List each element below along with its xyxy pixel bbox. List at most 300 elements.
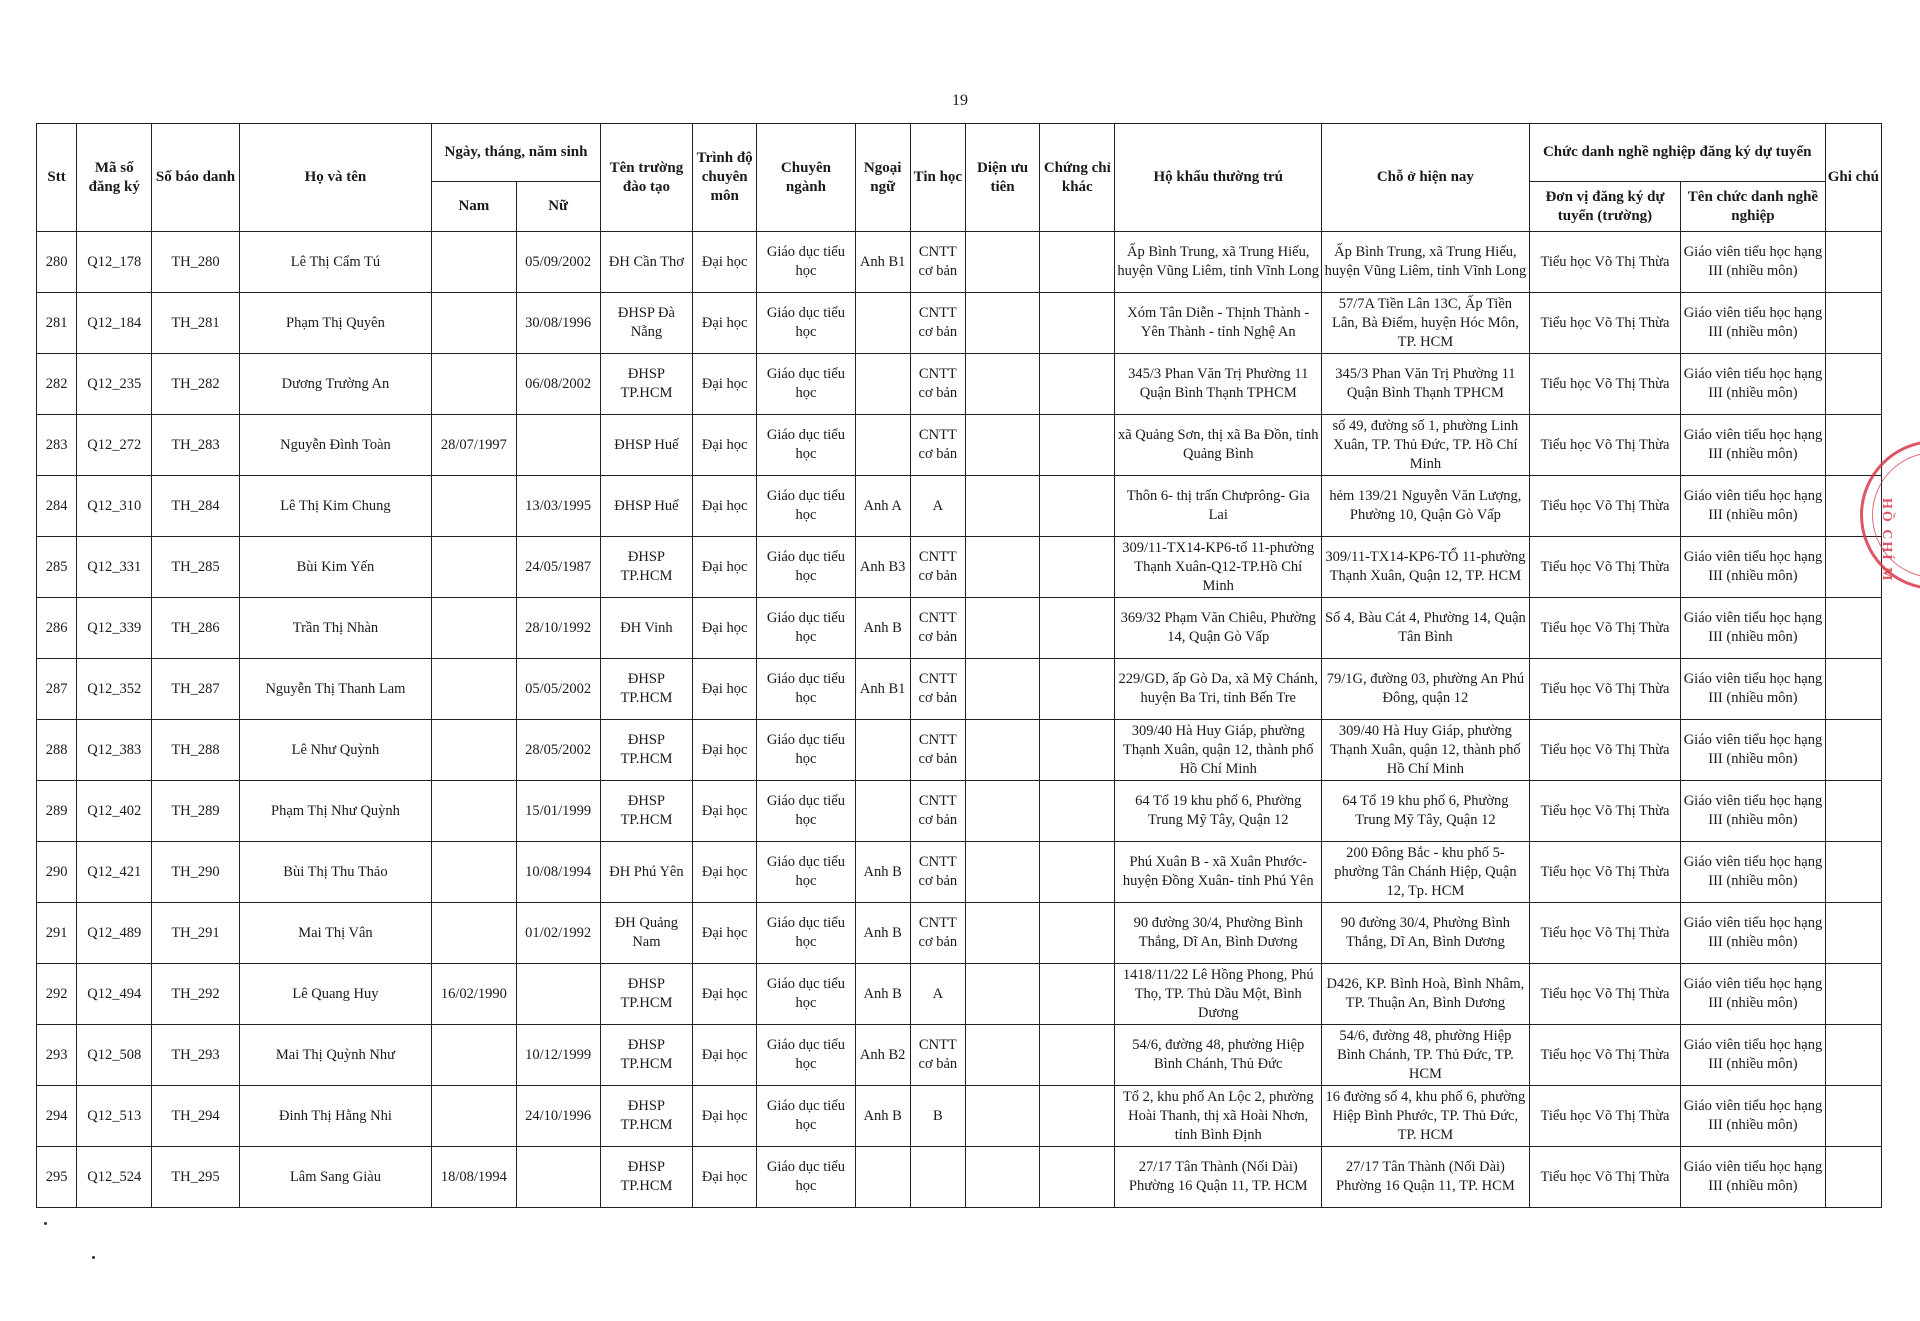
cell-chuc-danh: Giáo viên tiểu học hạng III (nhiều môn) (1681, 903, 1825, 964)
table-row (37, 476, 1882, 537)
cell-chuc-danh: Giáo viên tiểu học hạng III (nhiều môn) (1681, 476, 1825, 537)
cell-nu: 30/08/1996 (516, 293, 600, 354)
cell-truong: ĐHSP TP.HCM (600, 720, 692, 781)
cell-ghi-chu (1825, 415, 1881, 476)
cell-tin-hoc: CNTT cơ bản (910, 415, 965, 476)
cell-trinh-do: Đại học (693, 476, 757, 537)
cell-ngoai-ngu (855, 1147, 910, 1208)
cell-trinh-do: Đại học (693, 537, 757, 598)
cell-ho-khau: xã Quảng Sơn, thị xã Ba Đồn, tỉnh Quảng Bình (1115, 415, 1322, 476)
cell-chuc-danh: Giáo viên tiểu học hạng III (nhiều môn) (1681, 354, 1825, 415)
cell-dien-uu-tien (965, 720, 1039, 781)
cell-ngoai-ngu: Anh B1 (855, 659, 910, 720)
cell-stt: 281 (37, 293, 77, 354)
cell-cho-o: 200 Đông Bắc - khu phố 5- phường Tân Chánh Hiệp, Quận 12, Tp. HCM (1322, 842, 1530, 903)
cell-nu: 06/08/2002 (516, 354, 600, 415)
table-row (37, 1147, 1882, 1208)
cell-nu (516, 1147, 600, 1208)
cell-nam (432, 781, 516, 842)
cell-chuc-danh: Giáo viên tiểu học hạng III (nhiều môn) (1681, 1025, 1825, 1086)
cell-ngoai-ngu: Anh B (855, 842, 910, 903)
cell-chuc-danh: Giáo viên tiểu học hạng III (nhiều môn) (1681, 720, 1825, 781)
table-row (37, 720, 1882, 781)
cell-ngoai-ngu: Anh B (855, 903, 910, 964)
cell-don-vi: Tiểu học Võ Thị Thừa (1529, 1025, 1680, 1086)
cell-nam: 28/07/1997 (432, 415, 516, 476)
cell-truong: ĐH Phú Yên (600, 842, 692, 903)
cell-don-vi: Tiểu học Võ Thị Thừa (1529, 1086, 1680, 1147)
cell-ma-so: Q12_421 (77, 842, 152, 903)
cell-chuyen-nganh: Giáo dục tiểu học (757, 964, 855, 1025)
cell-trinh-do: Đại học (693, 720, 757, 781)
cell-tin-hoc: CNTT cơ bản (910, 1025, 965, 1086)
cell-dien-uu-tien (965, 598, 1039, 659)
cell-trinh-do: Đại học (693, 293, 757, 354)
table-row (37, 598, 1882, 659)
cell-ghi-chu (1825, 598, 1881, 659)
cell-ho-khau: 1418/11/22 Lê Hồng Phong, Phú Thọ, TP. Thủ Dầu Một, Bình Dương (1115, 964, 1322, 1025)
cell-ho-khau: Tổ 2, khu phố An Lộc 2, phường Hoài Thanh, thị xã Hoài Nhơn, tỉnh Bình Định (1115, 1086, 1322, 1147)
cell-don-vi: Tiểu học Võ Thị Thừa (1529, 720, 1680, 781)
cell-tin-hoc: CNTT cơ bản (910, 781, 965, 842)
cell-chuc-danh: Giáo viên tiểu học hạng III (nhiều môn) (1681, 598, 1825, 659)
cell-ho-khau: Xóm Tân Diễn - Thịnh Thành - Yên Thành - tỉnh Nghệ An (1115, 293, 1322, 354)
col-header-don-vi: Đơn vị đăng ký dự tuyển (trường) (1529, 182, 1680, 232)
cell-chuyen-nganh: Giáo dục tiểu học (757, 598, 855, 659)
table-row (37, 842, 1882, 903)
cell-ho-ten: Dương Trường An (239, 354, 432, 415)
cell-trinh-do: Đại học (693, 903, 757, 964)
cell-chung-chi (1040, 964, 1115, 1025)
cell-nu: 15/01/1999 (516, 781, 600, 842)
cell-ghi-chu (1825, 781, 1881, 842)
cell-don-vi: Tiểu học Võ Thị Thừa (1529, 903, 1680, 964)
scan-speck (92, 1256, 95, 1259)
cell-nam: 18/08/1994 (432, 1147, 516, 1208)
table-row (37, 537, 1882, 598)
cell-nu: 13/03/1995 (516, 476, 600, 537)
cell-dien-uu-tien (965, 781, 1039, 842)
cell-chuc-danh: Giáo viên tiểu học hạng III (nhiều môn) (1681, 537, 1825, 598)
table-row (37, 415, 1882, 476)
cell-chung-chi (1040, 232, 1115, 293)
cell-nu: 24/10/1996 (516, 1086, 600, 1147)
cell-ngoai-ngu: Anh B (855, 1086, 910, 1147)
cell-ma-so: Q12_178 (77, 232, 152, 293)
cell-ma-so: Q12_402 (77, 781, 152, 842)
col-header-chuyen-nganh: Chuyên ngành (757, 124, 855, 232)
cell-dien-uu-tien (965, 1086, 1039, 1147)
col-header-ten-chuc-danh: Tên chức danh nghề nghiệp (1681, 182, 1825, 232)
cell-chung-chi (1040, 1025, 1115, 1086)
cell-nam (432, 232, 516, 293)
cell-chuc-danh: Giáo viên tiểu học hạng III (nhiều môn) (1681, 964, 1825, 1025)
table-row (37, 1025, 1882, 1086)
table-row (37, 903, 1882, 964)
cell-chuyen-nganh: Giáo dục tiểu học (757, 1025, 855, 1086)
col-header-ngoai-ngu: Ngoại ngữ (855, 124, 910, 232)
cell-cho-o: 54/6, đường 48, phường Hiệp Bình Chánh, TP. Thủ Đức, TP. HCM (1322, 1025, 1530, 1086)
cell-trinh-do: Đại học (693, 659, 757, 720)
cell-ghi-chu (1825, 1086, 1881, 1147)
cell-cho-o: D426, KP. Bình Hoà, Bình Nhâm, TP. Thuận An, Bình Dương (1322, 964, 1530, 1025)
table-row (37, 659, 1882, 720)
col-header-nam: Nam (432, 182, 516, 232)
cell-ma-so: Q12_489 (77, 903, 152, 964)
cell-ho-khau: 229/GD, ấp Gò Da, xã Mỹ Chánh, huyện Ba Tri, tỉnh Bến Tre (1115, 659, 1322, 720)
cell-chung-chi (1040, 720, 1115, 781)
cell-don-vi: Tiểu học Võ Thị Thừa (1529, 659, 1680, 720)
col-header-ngay-sinh: Ngày, tháng, năm sinh (432, 124, 601, 182)
cell-tin-hoc: CNTT cơ bản (910, 659, 965, 720)
cell-so-bao-danh: TH_289 (152, 781, 239, 842)
col-header-cho-o: Chỗ ở hiện nay (1322, 124, 1530, 232)
cell-trinh-do: Đại học (693, 781, 757, 842)
cell-ho-ten: Lê Quang Huy (239, 964, 432, 1025)
cell-ho-ten: Phạm Thị Như Quỳnh (239, 781, 432, 842)
cell-ngoai-ngu: Anh B1 (855, 232, 910, 293)
cell-tin-hoc: CNTT cơ bản (910, 232, 965, 293)
cell-truong: ĐHSP TP.HCM (600, 537, 692, 598)
cell-ngoai-ngu: Anh B (855, 964, 910, 1025)
cell-nam (432, 1025, 516, 1086)
cell-chuyen-nganh: Giáo dục tiểu học (757, 232, 855, 293)
cell-dien-uu-tien (965, 354, 1039, 415)
cell-stt: 295 (37, 1147, 77, 1208)
cell-truong: ĐHSP TP.HCM (600, 1147, 692, 1208)
cell-ngoai-ngu: Anh A (855, 476, 910, 537)
cell-so-bao-danh: TH_280 (152, 232, 239, 293)
col-header-ho-ten: Họ và tên (239, 124, 432, 232)
cell-so-bao-danh: TH_284 (152, 476, 239, 537)
cell-ho-ten: Phạm Thị Quyên (239, 293, 432, 354)
cell-ngoai-ngu (855, 781, 910, 842)
cell-dien-uu-tien (965, 232, 1039, 293)
cell-trinh-do: Đại học (693, 354, 757, 415)
cell-don-vi: Tiểu học Võ Thị Thừa (1529, 293, 1680, 354)
cell-don-vi: Tiểu học Võ Thị Thừa (1529, 537, 1680, 598)
cell-tin-hoc: CNTT cơ bản (910, 903, 965, 964)
stamp-text: HỒ CHÍ M (1879, 498, 1894, 583)
cell-don-vi: Tiểu học Võ Thị Thừa (1529, 476, 1680, 537)
cell-so-bao-danh: TH_288 (152, 720, 239, 781)
cell-ma-so: Q12_494 (77, 964, 152, 1025)
cell-chung-chi (1040, 903, 1115, 964)
cell-don-vi: Tiểu học Võ Thị Thừa (1529, 354, 1680, 415)
cell-trinh-do: Đại học (693, 598, 757, 659)
cell-chung-chi (1040, 781, 1115, 842)
cell-cho-o: hẻm 139/21 Nguyễn Văn Lượng, Phường 10, Quận Gò Vấp (1322, 476, 1530, 537)
cell-so-bao-danh: TH_287 (152, 659, 239, 720)
cell-cho-o: 309/40 Hà Huy Giáp, phường Thạnh Xuân, quận 12, thành phố Hồ Chí Minh (1322, 720, 1530, 781)
cell-chung-chi (1040, 293, 1115, 354)
table-row (37, 354, 1882, 415)
cell-cho-o: Ấp Bình Trung, xã Trung Hiếu, huyện Vũng Liêm, tỉnh Vĩnh Long (1322, 232, 1530, 293)
cell-stt: 292 (37, 964, 77, 1025)
cell-dien-uu-tien (965, 964, 1039, 1025)
cell-tin-hoc: CNTT cơ bản (910, 720, 965, 781)
cell-truong: ĐH Vinh (600, 598, 692, 659)
cell-ho-khau: 54/6, đường 48, phường Hiệp Bình Chánh, Thủ Đức (1115, 1025, 1322, 1086)
col-header-ghi-chu: Ghi chú (1825, 124, 1881, 232)
cell-chuyen-nganh: Giáo dục tiểu học (757, 842, 855, 903)
cell-dien-uu-tien (965, 537, 1039, 598)
cell-so-bao-danh: TH_282 (152, 354, 239, 415)
cell-ho-khau: 309/40 Hà Huy Giáp, phường Thạnh Xuân, quận 12, thành phố Hồ Chí Minh (1115, 720, 1322, 781)
cell-tin-hoc: CNTT cơ bản (910, 537, 965, 598)
cell-ho-khau: 27/17 Tân Thành (Nối Dài) Phường 16 Quận 11, TP. HCM (1115, 1147, 1322, 1208)
cell-chuyen-nganh: Giáo dục tiểu học (757, 476, 855, 537)
registration-table (36, 123, 1882, 1208)
cell-ho-ten: Đinh Thị Hằng Nhi (239, 1086, 432, 1147)
cell-ghi-chu (1825, 354, 1881, 415)
cell-nu: 28/10/1992 (516, 598, 600, 659)
cell-truong: ĐHSP TP.HCM (600, 354, 692, 415)
cell-chuc-danh: Giáo viên tiểu học hạng III (nhiều môn) (1681, 415, 1825, 476)
col-header-so-bao-danh: Số báo danh (152, 124, 239, 232)
cell-chung-chi (1040, 1086, 1115, 1147)
cell-chung-chi (1040, 842, 1115, 903)
col-header-nu: Nữ (516, 182, 600, 232)
cell-cho-o: 64 Tổ 19 khu phố 6, Phường Trung Mỹ Tây, Quận 12 (1322, 781, 1530, 842)
cell-ghi-chu (1825, 964, 1881, 1025)
cell-dien-uu-tien (965, 1147, 1039, 1208)
cell-nu: 28/05/2002 (516, 720, 600, 781)
cell-chung-chi (1040, 1147, 1115, 1208)
cell-stt: 293 (37, 1025, 77, 1086)
cell-ngoai-ngu: Anh B (855, 598, 910, 659)
cell-ma-so: Q12_272 (77, 415, 152, 476)
cell-truong: ĐHSP TP.HCM (600, 1086, 692, 1147)
cell-stt: 287 (37, 659, 77, 720)
cell-ho-ten: Mai Thị Quỳnh Như (239, 1025, 432, 1086)
cell-ma-so: Q12_524 (77, 1147, 152, 1208)
cell-chuyen-nganh: Giáo dục tiểu học (757, 781, 855, 842)
cell-cho-o: 79/1G, đường 03, phường An Phú Đông, quận 12 (1322, 659, 1530, 720)
cell-cho-o: 16 đường số 4, khu phố 6, phường Hiệp Bình Phước, TP. Thủ Đức, TP. HCM (1322, 1086, 1530, 1147)
cell-ho-khau: Ấp Bình Trung, xã Trung Hiếu, huyện Vũng Liêm, tỉnh Vĩnh Long (1115, 232, 1322, 293)
cell-chuyen-nganh: Giáo dục tiểu học (757, 354, 855, 415)
cell-stt: 283 (37, 415, 77, 476)
cell-chuyen-nganh: Giáo dục tiểu học (757, 720, 855, 781)
cell-tin-hoc: B (910, 1086, 965, 1147)
cell-ma-so: Q12_508 (77, 1025, 152, 1086)
cell-ho-ten: Lê Như Quỳnh (239, 720, 432, 781)
cell-chung-chi (1040, 476, 1115, 537)
col-header-chung-chi: Chứng chỉ khác (1040, 124, 1115, 232)
cell-cho-o: 345/3 Phan Văn Trị Phường 11 Quận Bình Thạnh TPHCM (1322, 354, 1530, 415)
cell-cho-o: 57/7A Tiền Lân 13C, Ấp Tiền Lân, Bà Điểm, huyện Hóc Môn, TP. HCM (1322, 293, 1530, 354)
cell-nu: 05/09/2002 (516, 232, 600, 293)
cell-chuyen-nganh: Giáo dục tiểu học (757, 293, 855, 354)
cell-nam (432, 720, 516, 781)
cell-truong: ĐHSP TP.HCM (600, 781, 692, 842)
cell-don-vi: Tiểu học Võ Thị Thừa (1529, 842, 1680, 903)
cell-ho-ten: Mai Thị Vân (239, 903, 432, 964)
cell-tin-hoc (910, 1147, 965, 1208)
cell-truong: ĐHSP Huế (600, 415, 692, 476)
cell-ho-ten: Lê Thị Kim Chung (239, 476, 432, 537)
table-row (37, 293, 1882, 354)
cell-nu: 10/08/1994 (516, 842, 600, 903)
cell-tin-hoc: CNTT cơ bản (910, 354, 965, 415)
cell-ho-khau: 90 đường 30/4, Phường Bình Thắng, Dĩ An, Bình Dương (1115, 903, 1322, 964)
cell-chuyen-nganh: Giáo dục tiểu học (757, 415, 855, 476)
scan-speck (44, 1222, 47, 1225)
col-header-tin-hoc: Tin học (910, 124, 965, 232)
col-header-dien-uu-tien: Diện ưu tiên (965, 124, 1039, 232)
cell-dien-uu-tien (965, 842, 1039, 903)
cell-nam (432, 1086, 516, 1147)
cell-ghi-chu (1825, 293, 1881, 354)
cell-chuc-danh: Giáo viên tiểu học hạng III (nhiều môn) (1681, 842, 1825, 903)
cell-so-bao-danh: TH_283 (152, 415, 239, 476)
page-number: 19 (952, 92, 968, 109)
cell-stt: 291 (37, 903, 77, 964)
cell-ngoai-ngu (855, 415, 910, 476)
cell-stt: 289 (37, 781, 77, 842)
cell-nam (432, 537, 516, 598)
cell-chung-chi (1040, 354, 1115, 415)
cell-ma-so: Q12_339 (77, 598, 152, 659)
cell-truong: ĐH Cần Thơ (600, 232, 692, 293)
cell-cho-o: 309/11-TX14-KP6-TỔ 11-phường Thạnh Xuân, Quận 12, TP. HCM (1322, 537, 1530, 598)
cell-dien-uu-tien (965, 1025, 1039, 1086)
cell-ngoai-ngu: Anh B3 (855, 537, 910, 598)
cell-so-bao-danh: TH_291 (152, 903, 239, 964)
cell-tin-hoc: CNTT cơ bản (910, 842, 965, 903)
cell-stt: 286 (37, 598, 77, 659)
cell-cho-o: Số 4, Bàu Cát 4, Phường 14, Quận Tân Bình (1322, 598, 1530, 659)
cell-don-vi: Tiểu học Võ Thị Thừa (1529, 781, 1680, 842)
cell-ho-ten: Nguyễn Đình Toàn (239, 415, 432, 476)
cell-chuyen-nganh: Giáo dục tiểu học (757, 659, 855, 720)
cell-trinh-do: Đại học (693, 415, 757, 476)
cell-nam (432, 293, 516, 354)
cell-chuc-danh: Giáo viên tiểu học hạng III (nhiều môn) (1681, 232, 1825, 293)
cell-ho-khau: 64 Tổ 19 khu phố 6, Phường Trung Mỹ Tây, Quận 12 (1115, 781, 1322, 842)
cell-ngoai-ngu (855, 720, 910, 781)
cell-don-vi: Tiểu học Võ Thị Thừa (1529, 415, 1680, 476)
table-row (37, 232, 1882, 293)
cell-tin-hoc: CNTT cơ bản (910, 598, 965, 659)
cell-so-bao-danh: TH_293 (152, 1025, 239, 1086)
cell-ma-so: Q12_184 (77, 293, 152, 354)
cell-stt: 288 (37, 720, 77, 781)
cell-ma-so: Q12_383 (77, 720, 152, 781)
cell-don-vi: Tiểu học Võ Thị Thừa (1529, 964, 1680, 1025)
cell-chuc-danh: Giáo viên tiểu học hạng III (nhiều môn) (1681, 659, 1825, 720)
cell-trinh-do: Đại học (693, 842, 757, 903)
cell-so-bao-danh: TH_292 (152, 964, 239, 1025)
cell-so-bao-danh: TH_295 (152, 1147, 239, 1208)
col-header-truong: Tên trường đào tạo (600, 124, 692, 232)
col-header-trinh-do: Trình độ chuyên môn (693, 124, 757, 232)
cell-nam (432, 659, 516, 720)
cell-ghi-chu (1825, 903, 1881, 964)
cell-ho-ten: Lâm Sang Giàu (239, 1147, 432, 1208)
cell-nu (516, 415, 600, 476)
cell-ho-ten: Lê Thị Cẩm Tú (239, 232, 432, 293)
cell-dien-uu-tien (965, 476, 1039, 537)
cell-ho-khau: Thôn 6- thị trấn Chưprông- Gia Lai (1115, 476, 1322, 537)
cell-cho-o: số 49, đường số 1, phường Linh Xuân, TP. Thủ Đức, TP. Hồ Chí Minh (1322, 415, 1530, 476)
cell-tin-hoc: CNTT cơ bản (910, 293, 965, 354)
cell-truong: ĐHSP Đà Nẵng (600, 293, 692, 354)
cell-chuc-danh: Giáo viên tiểu học hạng III (nhiều môn) (1681, 781, 1825, 842)
cell-cho-o: 27/17 Tân Thành (Nối Dài) Phường 16 Quận 11, TP. HCM (1322, 1147, 1530, 1208)
cell-stt: 290 (37, 842, 77, 903)
cell-stt: 280 (37, 232, 77, 293)
cell-cho-o: 90 đường 30/4, Phường Bình Thắng, Dĩ An, Bình Dương (1322, 903, 1530, 964)
cell-nam (432, 842, 516, 903)
cell-stt: 285 (37, 537, 77, 598)
cell-trinh-do: Đại học (693, 232, 757, 293)
cell-truong: ĐHSP TP.HCM (600, 659, 692, 720)
cell-nam (432, 476, 516, 537)
cell-ho-ten: Bùi Thị Thu Thảo (239, 842, 432, 903)
cell-ho-khau: 369/32 Phạm Văn Chiêu, Phường 14, Quận Gò Vấp (1115, 598, 1322, 659)
cell-ho-khau: 345/3 Phan Văn Trị Phường 11 Quận Bình Thạnh TPHCM (1115, 354, 1322, 415)
cell-dien-uu-tien (965, 659, 1039, 720)
col-header-chuc-danh: Chức danh nghề nghiệp đăng ký dự tuyển (1529, 124, 1825, 182)
cell-nam: 16/02/1990 (432, 964, 516, 1025)
cell-tin-hoc: A (910, 476, 965, 537)
cell-chuc-danh: Giáo viên tiểu học hạng III (nhiều môn) (1681, 1086, 1825, 1147)
cell-ghi-chu (1825, 659, 1881, 720)
cell-trinh-do: Đại học (693, 1025, 757, 1086)
cell-stt: 284 (37, 476, 77, 537)
cell-truong: ĐHSP Huế (600, 476, 692, 537)
cell-ho-ten: Trần Thị Nhàn (239, 598, 432, 659)
cell-nu: 10/12/1999 (516, 1025, 600, 1086)
cell-don-vi: Tiểu học Võ Thị Thừa (1529, 232, 1680, 293)
cell-ghi-chu (1825, 842, 1881, 903)
cell-dien-uu-tien (965, 415, 1039, 476)
cell-so-bao-danh: TH_294 (152, 1086, 239, 1147)
cell-so-bao-danh: TH_285 (152, 537, 239, 598)
cell-ngoai-ngu (855, 293, 910, 354)
cell-ma-so: Q12_310 (77, 476, 152, 537)
cell-trinh-do: Đại học (693, 1147, 757, 1208)
cell-chuyen-nganh: Giáo dục tiểu học (757, 1086, 855, 1147)
cell-nu: 24/05/1987 (516, 537, 600, 598)
cell-nam (432, 598, 516, 659)
cell-chuc-danh: Giáo viên tiểu học hạng III (nhiều môn) (1681, 1147, 1825, 1208)
cell-chung-chi (1040, 537, 1115, 598)
cell-chuc-danh: Giáo viên tiểu học hạng III (nhiều môn) (1681, 293, 1825, 354)
cell-ghi-chu (1825, 232, 1881, 293)
table-body (37, 232, 1882, 1208)
cell-ho-khau: Phú Xuân B - xã Xuân Phước- huyện Đồng Xuân- tỉnh Phú Yên (1115, 842, 1322, 903)
cell-ma-so: Q12_331 (77, 537, 152, 598)
cell-so-bao-danh: TH_286 (152, 598, 239, 659)
cell-trinh-do: Đại học (693, 1086, 757, 1147)
col-header-ho-khau: Hộ khẩu thường trú (1115, 124, 1322, 232)
cell-don-vi: Tiểu học Võ Thị Thừa (1529, 1147, 1680, 1208)
cell-ngoai-ngu (855, 354, 910, 415)
cell-don-vi: Tiểu học Võ Thị Thừa (1529, 598, 1680, 659)
cell-nu: 01/02/1992 (516, 903, 600, 964)
cell-so-bao-danh: TH_290 (152, 842, 239, 903)
cell-ghi-chu (1825, 1025, 1881, 1086)
cell-chuyen-nganh: Giáo dục tiểu học (757, 903, 855, 964)
cell-so-bao-danh: TH_281 (152, 293, 239, 354)
cell-nam (432, 354, 516, 415)
col-header-stt: Stt (37, 124, 77, 232)
cell-truong: ĐHSP TP.HCM (600, 964, 692, 1025)
cell-ma-so: Q12_352 (77, 659, 152, 720)
